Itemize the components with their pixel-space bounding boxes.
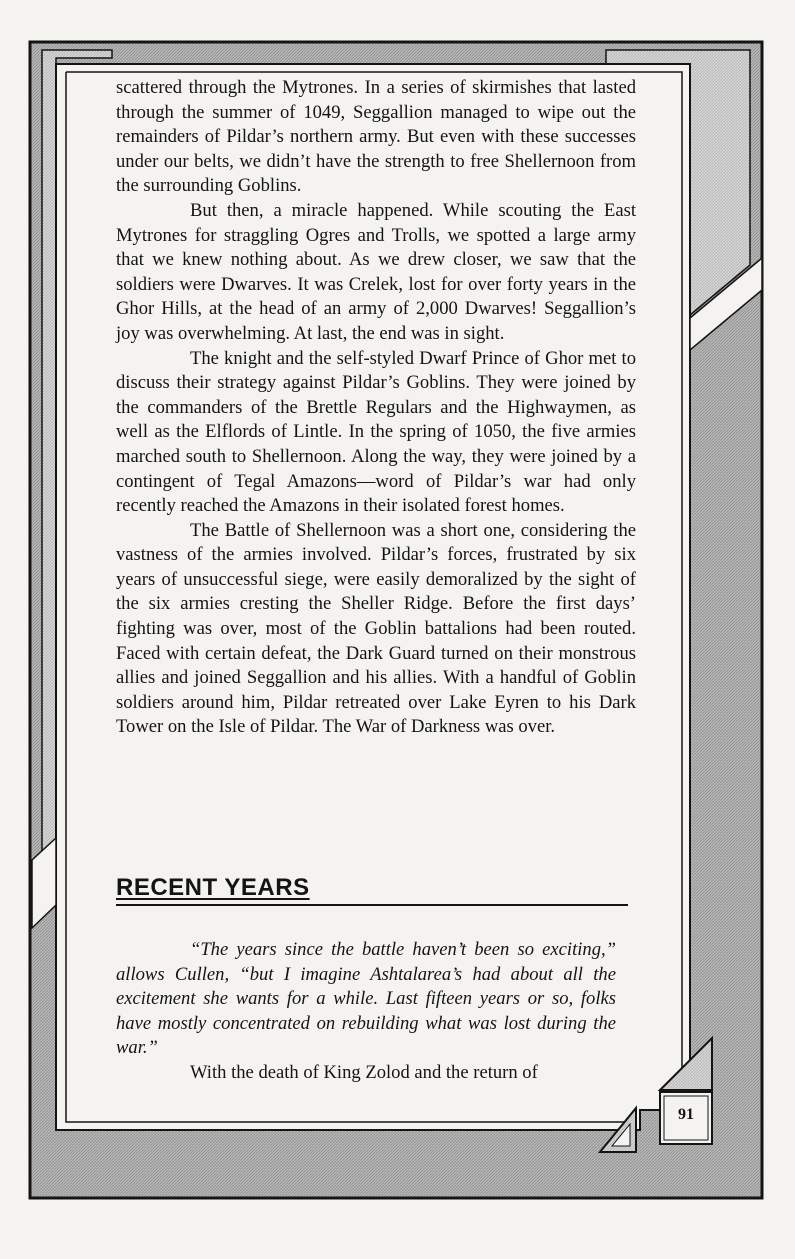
section-body-text [116, 938, 616, 1086]
quote-paragraph: “The years since the battle haven’t been so exciting,” allows Cullen, “but I imagine Ashtalarea’s had about all the excitement she wants for a while. Last fifteen years or so, folks have mostly concentrated on rebuilding what was lost during the war.” [116, 939, 616, 1059]
page-number: 91 [678, 1106, 694, 1123]
paragraph-3: The knight and the self-styled Dwarf Prince of Ghor met to discuss their strategy against Pildar’s Goblins. They were joined by the commanders of the Brettle Regulars and the Highwaymen, as well as the Elflords of Lintle. In the spring of 1050, the five armies marched south to Shellernoon. Along the way, they were joined by a contingent of Tegal Amazons—word of Pildar’s war had only recently reached the Amazons in their isolated forest homes. [116, 347, 636, 517]
paragraph-2: But then, a miracle happened. While scouting the East Mytrones for straggling Ogres and Trolls, we spotted a large army that we knew nothing about. As we drew closer, we saw that the soldiers were Dwarves. It was Crelek, lost for over forty years in the Ghor Hills, at the head of an army of 2,000 Dwarves! Seggallion’s joy was overwhelming. At last, the end was in sight. [116, 199, 636, 344]
body-text [116, 76, 636, 740]
closing-line: With the death of King Zolod and the return of [190, 1061, 538, 1083]
section-heading: RECENT YEARS [116, 874, 628, 906]
paragraph-4: The Battle of Shellernoon was a short one, considering the vastness of the armies involved. Pildar’s forces, frustrated by six years of unsuccessful siege, were easily demoralized by the sight of the six armies cresting the Sheller Ridge. Before the first days’ fighting was over, most of the Goblin battalions had been routed. Faced with certain defeat, the Dark Guard turned on their monstrous allies and joined Seggallion and his allies. With a handful of Goblin soldiers around him, Pildar retreated over Lake Eyren to his Dark Tower on the Isle of Pildar. The War of Darkness was over. [116, 519, 636, 738]
paragraph-1: scattered through the Mytrones. In a series of skirmishes that lasted through the summer of 1049, Seggallion managed to wipe out the remainders of Pildar’s northern army. But even with these successes under our belts, we didn’t have the strength to free Shellernoon from the surrounding Goblins. [116, 77, 636, 197]
